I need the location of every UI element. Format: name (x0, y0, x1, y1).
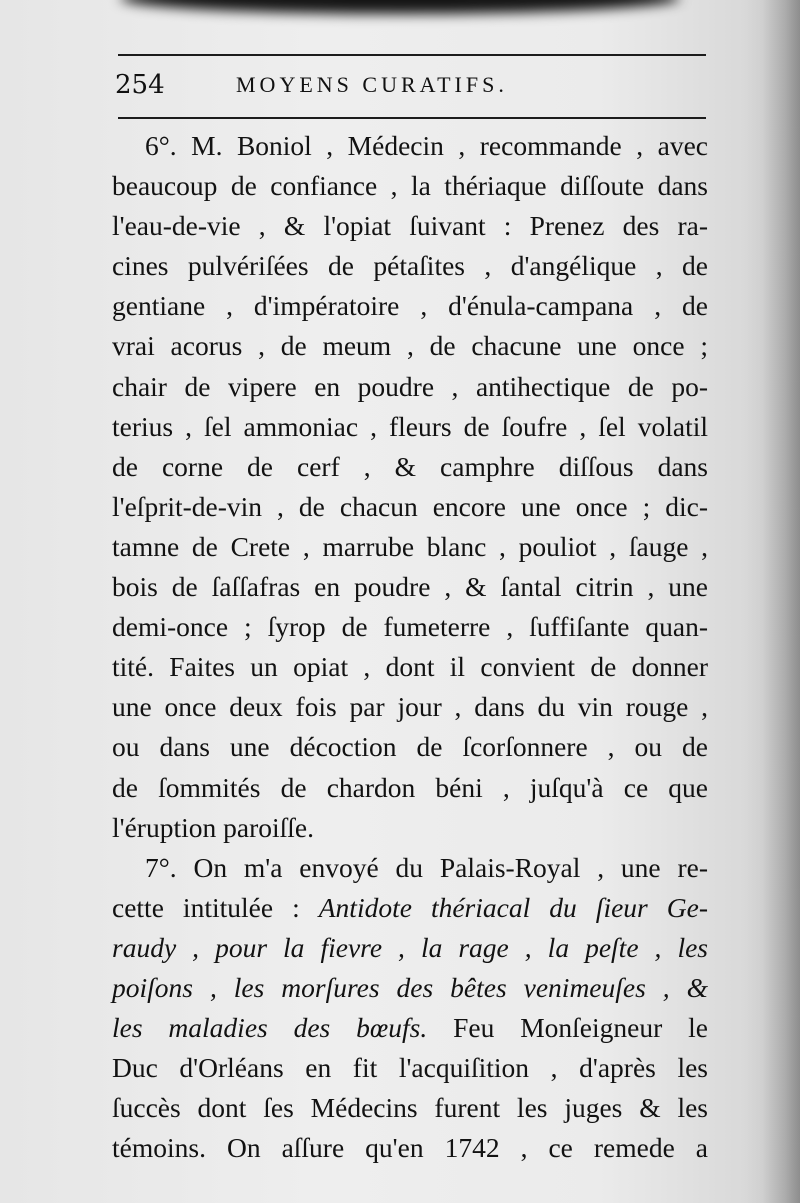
text-line: de corne de cerf , & camphre diſſous dans (112, 450, 708, 482)
italic-title-line: poiſons , les morſures des bêtes venimeuſes , & (112, 971, 708, 1003)
text-line: beaucoup de confiance , la thériaque diſſoute dans (112, 170, 708, 202)
text-line: une once deux fois par jour , dans du vin rouge , (112, 691, 708, 723)
text-line: témoins. On aſſure qu'en 1742 , ce remede a (112, 1132, 708, 1164)
italic-title-segment: Antidote thériacal du ſieur Ge- (318, 891, 708, 923)
page-edge-shadow (762, 0, 800, 1203)
text-line (112, 888, 708, 928)
page-number: 254 (115, 70, 165, 100)
text-line: l'eſprit-de-vin , de chacun encore une once ; dic- (112, 490, 708, 522)
text-line: tamne de Crete , marrube blanc , pouliot , ſauge , (112, 530, 708, 562)
text-line: tité. Faites un opiat , dont il convient de donner (112, 651, 708, 683)
italic-title-segment: les maladies des bœufs. (112, 1012, 428, 1044)
top-shadow (120, 0, 680, 14)
running-title: MOYENS CURATIFS. (236, 72, 508, 97)
text-line: 6°. M. Boniol , Médecin , recommande , avec (145, 130, 708, 161)
text-line: Duc d'Orléans en fit l'acquiſition , d'après les (112, 1052, 708, 1084)
header-rule-bottom (118, 117, 706, 119)
body-text (112, 126, 708, 1168)
text-line (112, 1008, 708, 1048)
text-line: ou dans une décoction de ſcorſonnere , ou de (112, 731, 708, 763)
text-line: ſuccès dont ſes Médecins furent les juges & les (112, 1092, 708, 1124)
text-line: demi-once ; ſyrop de fumeterre , ſuffiſante quan- (112, 611, 708, 643)
text-line: chair de vipere en poudre , antihectique de po- (112, 370, 708, 402)
text-line: l'eau-de-vie , & l'opiat ſuivant : Prenez des ra- (112, 210, 708, 242)
text-line: terius , ſel ammoniac , fleurs de ſoufre , ſel volatil (112, 410, 708, 442)
text-line: de ſommités de chardon béni , juſqu'à ce que (112, 771, 708, 803)
text-line: 7°. On m'a envoyé du Palais-Royal , une re- (145, 851, 708, 883)
italic-title-line: raudy , pour la fievre , la rage , la peſte , les (112, 931, 708, 963)
text-line: vrai acorus , de meum , de chacune une once ; (112, 330, 708, 362)
text-line: cines pulvériſées de pétaſites , d'angélique , de (112, 250, 708, 282)
text-segment: cette intitulée : (112, 891, 319, 923)
text-line: l'éruption paroiſſe. (112, 811, 314, 843)
text-line: bois de ſaſſafras en poudre , & ſantal citrin , une (112, 571, 708, 603)
text-segment: Feu Monſeigneur le (427, 1012, 708, 1044)
header-rule-top (118, 54, 706, 56)
text-line: gentiane , d'impératoire , d'énula-campana , de (112, 290, 708, 322)
